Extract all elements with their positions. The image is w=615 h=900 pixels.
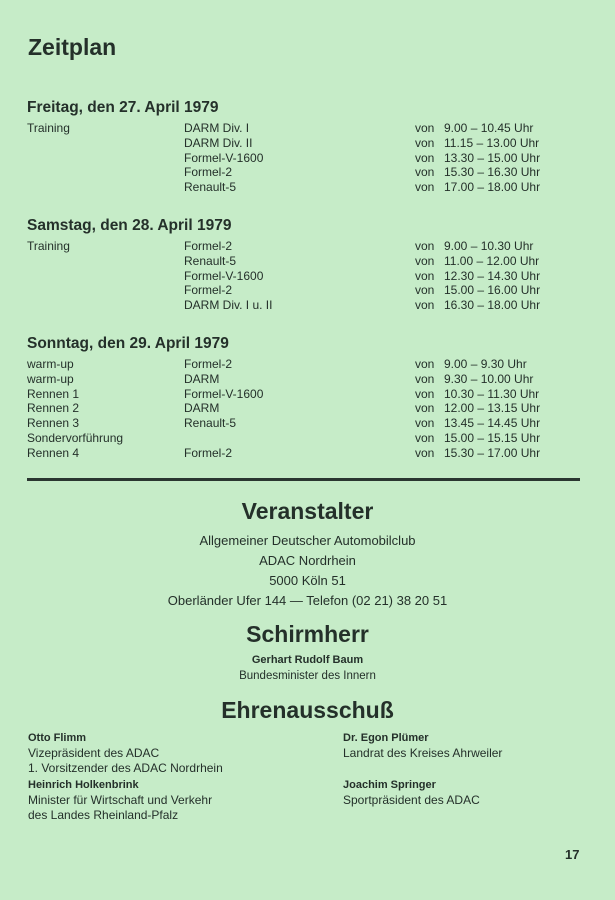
committee-member-role: Minister für Wirtschaft und Verkehr (28, 793, 213, 807)
von-label: von (415, 445, 435, 460)
page-number: 17 (565, 847, 580, 862)
committee-heading: Ehrenausschuß (221, 697, 394, 723)
activity: Rennen 4 (27, 445, 80, 460)
time-range: 16.30 – 18.00 Uhr (444, 298, 541, 313)
schedule-row (27, 372, 567, 387)
patron-section (0, 621, 615, 684)
activity: Sondervorführung (27, 430, 124, 445)
time-range: 9.00 – 10.30 Uhr (444, 239, 534, 253)
committee-left-column (28, 731, 328, 822)
schedule-row (27, 387, 567, 402)
organizer-line: Oberländer Ufer 144 — Telefon (02 21) 38 20 51 (167, 593, 448, 608)
committee-member-role: Vizepräsident des ADAC (28, 746, 160, 760)
schedule-row (27, 239, 567, 254)
page-title: Zeitplan (28, 34, 117, 60)
patron-heading: Schirmherr (246, 621, 369, 647)
committee-member-name: Dr. Egon Plümer (343, 732, 429, 744)
committee-member-role: des Landes Rheinland-Pfalz (28, 807, 179, 822)
committee-member-name: Otto Flimm (28, 732, 87, 744)
committee-member-role: 1. Vorsitzender des ADAC Nordrhein (28, 760, 223, 775)
von-label: von (415, 401, 435, 416)
race-class: Renault-5 (184, 416, 237, 431)
von-label: von (415, 239, 435, 253)
schedule-row (27, 165, 567, 180)
organizer-line: 5000 Köln 51 (269, 573, 346, 588)
organizer-heading: Veranstalter (241, 498, 374, 524)
schedule-day-friday (27, 98, 567, 195)
race-class: Formel-V-1600 (184, 386, 264, 401)
von-label: von (415, 135, 435, 150)
time-range: 12.00 – 13.15 Uhr (444, 401, 541, 416)
schedule-day-sunday (27, 334, 567, 461)
schedule-row (27, 298, 567, 313)
time-range: 15.30 – 17.00 Uhr (444, 445, 541, 460)
time-range: 15.00 – 15.15 Uhr (444, 430, 541, 445)
schedule-day-saturday (27, 216, 567, 313)
time-range: 9.30 – 10.00 Uhr (444, 371, 534, 386)
time-range: 9.00 – 10.45 Uhr (444, 121, 534, 135)
von-label: von (415, 371, 435, 386)
von-label: von (415, 386, 435, 401)
time-range: 13.30 – 15.00 Uhr (444, 150, 541, 165)
time-range: 11.15 – 13.00 Uhr (444, 135, 540, 150)
race-class: DARM Div. I u. II (184, 298, 273, 313)
schedule-row (27, 401, 567, 416)
activity: warm-up (27, 371, 74, 386)
race-class: Renault-5 (184, 180, 237, 195)
race-class: DARM Div. I (184, 121, 250, 135)
time-range: 9.00 – 9.30 Uhr (444, 357, 527, 371)
organizer-section (0, 498, 615, 611)
schedule-row (27, 136, 567, 151)
von-label: von (415, 180, 435, 195)
patron-role: Bundesminister des Innern (239, 670, 376, 682)
race-class: Formel-2 (184, 165, 233, 180)
schedule-row (27, 254, 567, 269)
committee-right-column (343, 731, 583, 807)
time-range: 11.00 – 12.00 Uhr (444, 253, 540, 268)
von-label: von (415, 357, 435, 371)
day-title: Sonntag, den 29. April 1979 (27, 335, 229, 352)
von-label: von (415, 150, 435, 165)
activity: warm-up (27, 357, 74, 371)
section-divider (27, 478, 580, 481)
schedule-row (27, 121, 567, 136)
activity: Rennen 1 (27, 386, 80, 401)
race-class: Formel-V-1600 (184, 150, 264, 165)
time-range: 10.30 – 11.30 Uhr (444, 386, 540, 401)
patron-name: Gerhart Rudolf Baum (251, 654, 364, 666)
committee-member-role: Landrat des Kreises Ahrweiler (343, 746, 503, 760)
committee-section (0, 697, 615, 724)
race-class: Formel-2 (184, 283, 233, 298)
race-class: Formel-2 (184, 357, 233, 371)
schedule-row (27, 446, 567, 461)
time-range: 15.00 – 16.00 Uhr (444, 283, 541, 298)
von-label: von (415, 283, 435, 298)
von-label: von (415, 416, 435, 431)
committee-member-name: Joachim Springer (343, 778, 436, 791)
time-range: 13.45 – 14.45 Uhr (444, 416, 541, 431)
race-class: DARM (184, 371, 220, 386)
schedule-row (27, 151, 567, 166)
organizer-line: ADAC Nordrhein (259, 553, 356, 568)
race-class: DARM Div. II (184, 135, 253, 150)
race-class: Formel-V-1600 (184, 268, 264, 283)
von-label: von (415, 165, 435, 180)
von-label: von (415, 253, 435, 268)
schedule-row (27, 283, 567, 298)
organizer-line: Allgemeiner Deutscher Automobilclub (199, 533, 416, 548)
von-label: von (415, 268, 435, 283)
committee-member-role: Sportpräsident des ADAC (343, 792, 480, 807)
activity: Training (27, 121, 70, 135)
committee-member-name: Heinrich Holkenbrink (28, 779, 139, 791)
race-class: Formel-2 (184, 445, 233, 460)
schedule-row (27, 357, 567, 372)
time-range: 15.30 – 16.30 Uhr (444, 165, 541, 180)
day-title: Samstag, den 28. April 1979 (27, 217, 232, 234)
race-class: Formel-2 (184, 239, 233, 253)
schedule-row (27, 416, 567, 431)
von-label: von (415, 121, 435, 135)
time-range: 12.30 – 14.30 Uhr (444, 268, 541, 283)
time-range: 17.00 – 18.00 Uhr (444, 180, 541, 195)
schedule-row (27, 180, 567, 195)
race-class: DARM (184, 401, 220, 416)
race-class: Renault-5 (184, 253, 237, 268)
von-label: von (415, 298, 435, 313)
schedule-row (27, 431, 567, 446)
day-title: Freitag, den 27. April 1979 (27, 99, 219, 116)
schedule-row (27, 269, 567, 284)
von-label: von (415, 430, 435, 445)
activity: Rennen 2 (27, 401, 80, 416)
activity: Rennen 3 (27, 416, 80, 431)
activity: Training (27, 239, 70, 253)
